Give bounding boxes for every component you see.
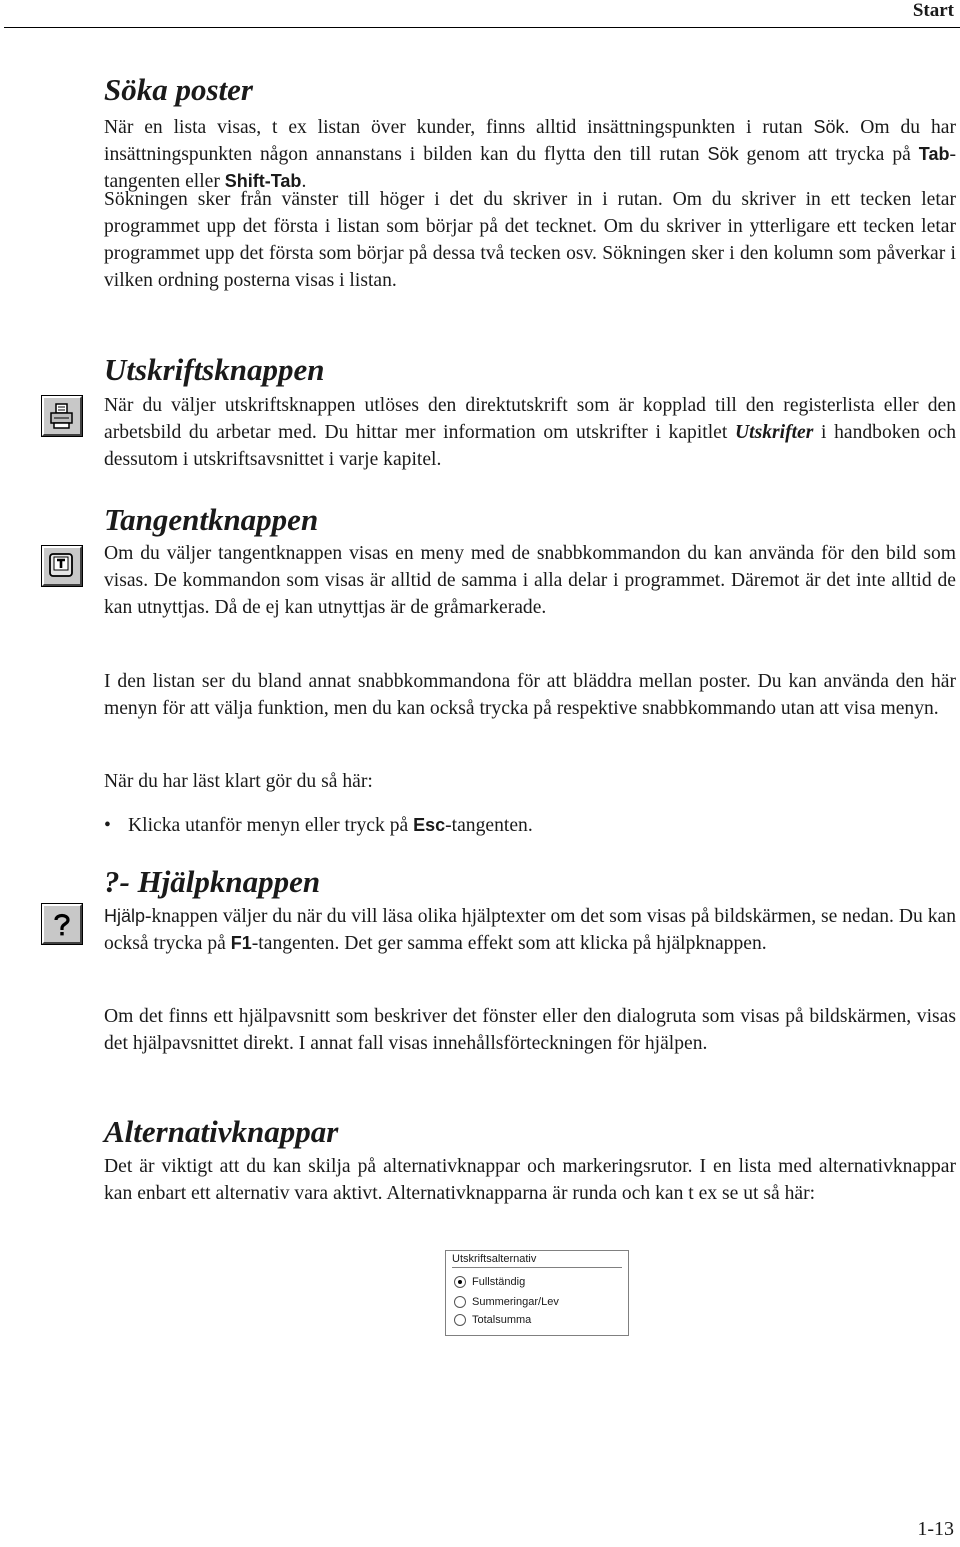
tangent-paragraph-3: När du har läst klart gör du så här: — [104, 771, 373, 792]
radio-label: Fullständig — [472, 1276, 526, 1288]
bullet-text — [128, 812, 533, 839]
alternativ-paragraph-1: Det är viktigt att du kan skilja på alternativknappar och markeringsrutor. I en lista med alternativknappar kan enbart ett alternativ vara aktivt. Alternativknapparna är runda och kan t ex se ut så här: — [104, 1156, 956, 1204]
key-shift-tab: Shift-Tab — [224, 171, 302, 191]
page-number: 1-13 — [917, 1518, 954, 1540]
text-run: genom att trycka på — [738, 144, 919, 165]
text-run: Klicka utanför menyn eller tryck på — [128, 815, 414, 836]
text-run: . Om du har insättningspunkten någon annanstans i bilden kan du flytta den till rutan — [104, 117, 956, 165]
key-f1: F1 — [230, 933, 252, 953]
text-run: -tangenten. Det ger samma effekt som att klicka på hjälpknappen. — [251, 933, 767, 954]
text-run: När du väljer utskriftsknappen utlöses den direktutskrift som är kopplad till den registerlista eller den arbetsbild du arbetar med. Du hittar mer information om utskrifter i kapitlet — [104, 395, 956, 443]
tangent-paragraph-2: I den listan ser du bland annat snabbkommandona för att bläddra mellan poster. Du kan använda den här menyn för att välja funktion, men du kan också trycka på respektive snabbkommando utan att visa menyn. — [104, 671, 956, 719]
radio-label: Totalsumma — [472, 1314, 532, 1326]
field-name-sok: Sök — [707, 144, 739, 164]
text-run: -knappen väljer du när du vill läsa olika hjälptexter om det som visas på bildskärmen, se nedan. Du kan också trycka på — [104, 906, 956, 954]
radio-button[interactable] — [454, 1296, 466, 1308]
heading-alternativknappar: Alternativknappar — [104, 1114, 339, 1149]
text-run: . — [301, 171, 307, 192]
heading-soka-poster: Söka poster — [104, 72, 253, 107]
key-button[interactable] — [42, 546, 82, 586]
running-header: Start — [912, 0, 954, 21]
dialog-title: Utskriftsalternativ — [452, 1253, 537, 1265]
hjalp-paragraph-1 — [104, 903, 956, 957]
heading-hjalpknappen: ?- Hjälpknappen — [104, 864, 321, 899]
field-name-sok: Sök — [813, 117, 845, 137]
hjalp-paragraph-2: Om det finns ett hjälpavsnitt som beskriver det fönster eller den dialogruta som visas på bildskärmen, visas det hjälpavsnittet direkt. I annat fall visas innehållsförteckningen för hjälpen. — [104, 1006, 956, 1054]
options-dialog — [445, 1250, 629, 1336]
sok-paragraph-1 — [104, 114, 956, 195]
utskrift-paragraph-1 — [104, 392, 956, 473]
button-name-hjalp: Hjälp — [104, 906, 146, 926]
sok-paragraph-2: Sökningen sker från vänster till höger i det du skriver in i rutan. Om du skriver in ett tecken letar programmet upp det första i listan som börjar på det tecknet. Om du skriver in ytterligare ett tecken letar programmet upp det första som börjar på dessa två tecken osv. Sökningen sker i den kolumn som påverkar i vilken ordning posterna visas i listan. — [104, 189, 956, 291]
text-run: När en lista visas, t ex listan över kunder, finns alltid insättningspunkten i rutan — [104, 117, 814, 138]
keyboard-key-icon — [47, 551, 77, 581]
printer-icon — [47, 401, 77, 431]
text-run: -tangenten. — [445, 815, 533, 836]
key-tab: Tab — [918, 144, 950, 164]
text-run: i handboken och dessutom i utskriftsavsnittet i varje kapitel. — [104, 422, 957, 470]
key-esc: Esc — [413, 815, 446, 835]
help-question-icon — [47, 909, 77, 939]
radio-option-summeringar[interactable] — [454, 1294, 559, 1310]
tangent-paragraph-1: Om du väljer tangentknappen visas en meny med de snabbkommandon du kan använda för den bild som visas. De kommandon som visas är alltid de samma i alla delar i programmet. Däremot är det inte alltid de kan utnyttjas. Då de ej kan utnyttjas är de gråmarkerade. — [104, 543, 956, 618]
radio-option-totalsumma[interactable] — [454, 1312, 531, 1328]
heading-utskriftsknappen: Utskriftsknappen — [104, 352, 325, 387]
heading-tangentknappen: Tangentknappen — [104, 502, 319, 537]
header-rule — [4, 27, 960, 28]
text-run: -tangenten eller — [104, 144, 956, 192]
dialog-divider — [452, 1267, 622, 1268]
radio-button-selected[interactable] — [454, 1276, 466, 1288]
bullet-symbol: • — [104, 815, 111, 836]
help-button[interactable] — [42, 904, 82, 944]
radio-button[interactable] — [454, 1314, 466, 1326]
radio-label: Summeringar/Lev — [472, 1296, 559, 1308]
print-button[interactable] — [42, 396, 82, 436]
radio-option-fullstandig[interactable] — [454, 1274, 525, 1290]
chapter-reference: Utskrifter — [734, 422, 814, 443]
